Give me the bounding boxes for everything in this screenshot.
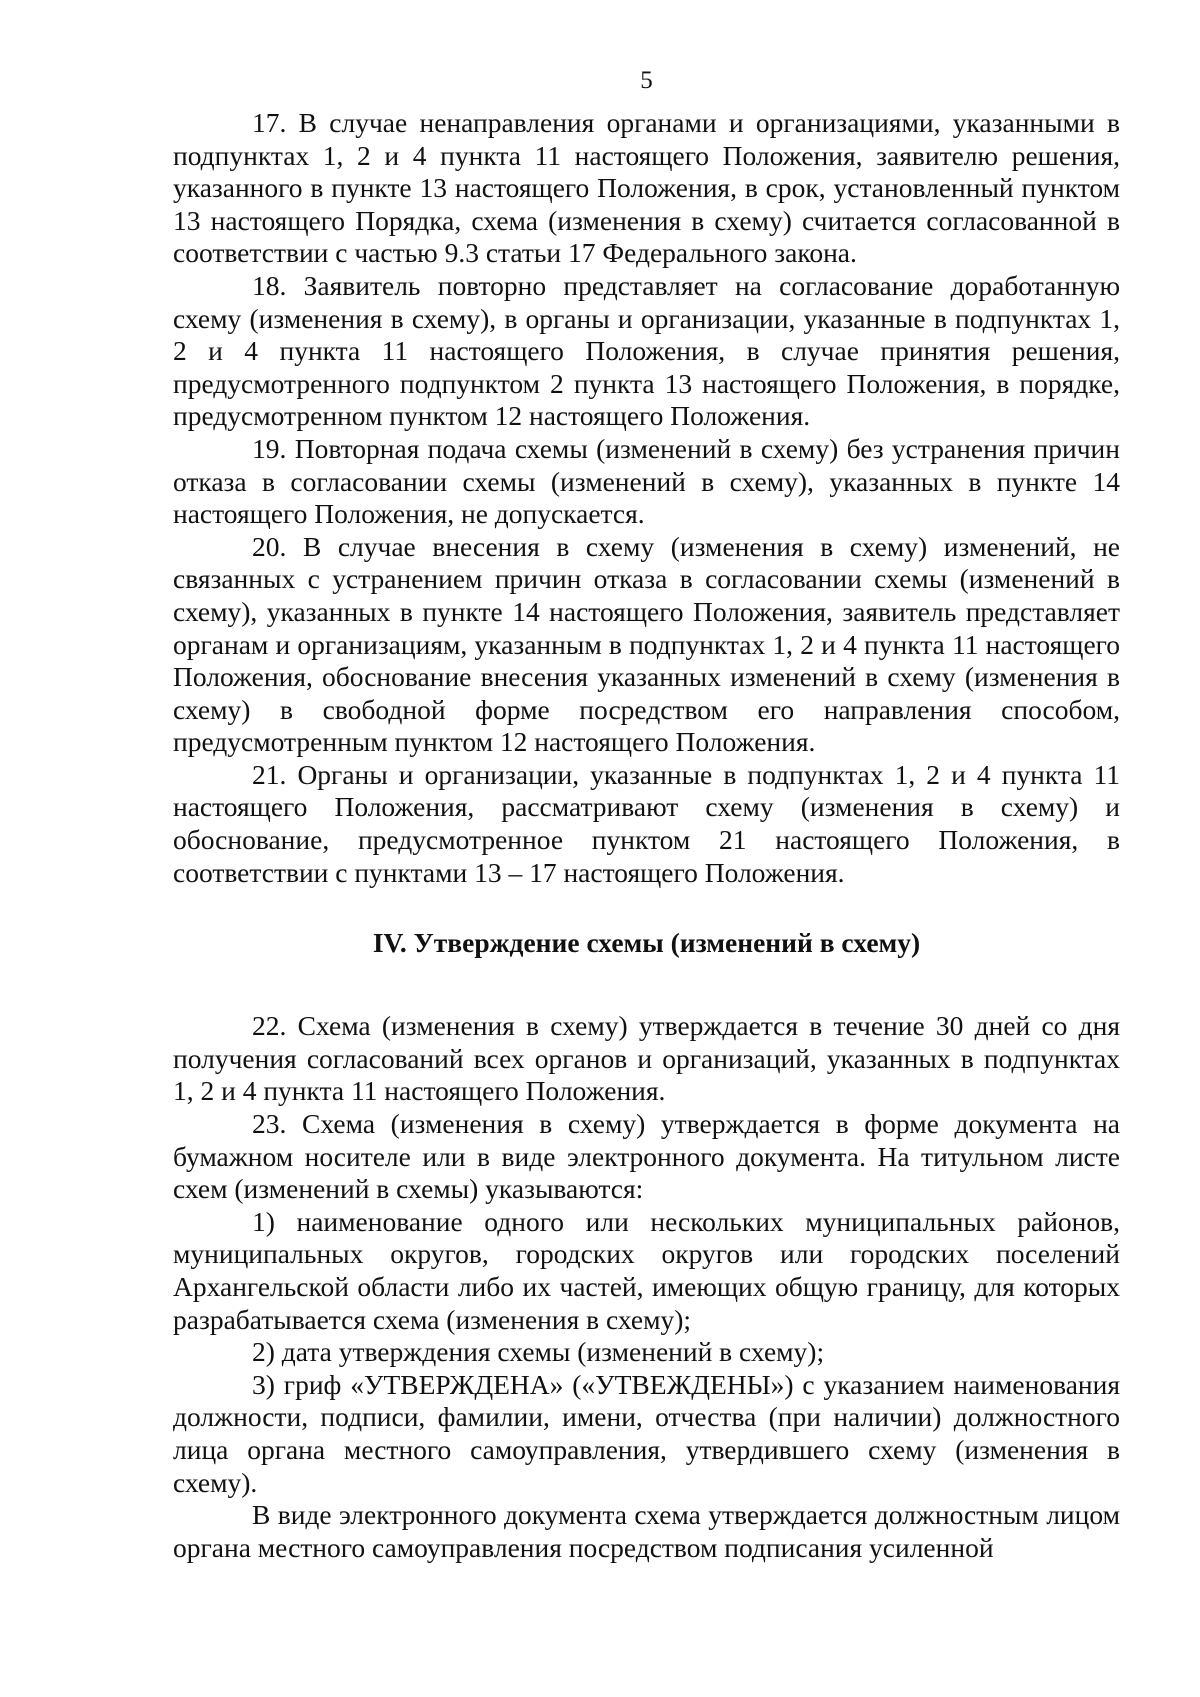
paragraph-20: 20. В случае внесения в схему (изменения в схему) изменений, не связанных с устранением причин отказа в согласовании схемы (изменений в схему), указанных в пункте 14 настоящего Положения, заявитель представляет органам и организациям, указанным в подпунктах 1, 2 и 4 пункта 11 настоящего Положения, обоснование внесения указанных изменений в схему (изменения в схему) в свободной форме посредством его направления способом, предусмотренным пунктом 12 настоящего Положения. bbox=[173, 530, 1120, 758]
paragraph-electronic-document: В виде электронного документа схема утверждается должностным лицом органа местного самоуправления посредством подписания усиленной bbox=[173, 1499, 1120, 1563]
page-number: 5 bbox=[640, 67, 653, 94]
paragraph-17: 17. В случае ненаправления органами и организациями, указанными в подпунктах 1, 2 и 4 пункта 11 настоящего Положения, заявителю решения, указанного в пункте 13 настоящего Положения, в срок, установленный пунктом 13 настоящего Порядка, схема (изменения в схему) считается согласованной в соответствии с частью 9.3 статьи 17 Федерального закона. bbox=[173, 107, 1120, 269]
list-item-3: 3) гриф «УТВЕРЖДЕНА» («УТВЕЖДЕНЫ») с указанием наименования должности, подписи, фамилии, имени, отчества (при наличии) должностного лица органа местного самоуправления, утвердившего схему (изменения в схему). bbox=[173, 1368, 1120, 1498]
paragraph-23: 23. Схема (изменения в схему) утверждается в форме документа на бумажном носителе или в виде электронного документа. На титульном листе схем (изменений в схемы) указываются: bbox=[173, 1108, 1120, 1205]
paragraph-21: 21. Органы и организации, указанные в подпунктах 1, 2 и 4 пункта 11 настоящего Положения, рассматривают схему (изменения в схему) и обоснование, предусмотренное пунктом 21 настоящего Положения, в соответствии с пунктами 13 – 17 настоящего Положения. bbox=[173, 758, 1120, 888]
paragraph-22: 22. Схема (изменения в схему) утверждается в течение 30 дней со дня получения согласований всех органов и организаций, указанных в подпунктах 1, 2 и 4 пункта 11 настоящего Положения. bbox=[173, 1010, 1120, 1107]
list-item-2: 2) дата утверждения схемы (изменений в схему); bbox=[252, 1336, 825, 1368]
paragraph-18: 18. Заявитель повторно представляет на согласование доработанную схему (изменения в схему), в органы и организации, указанные в подпунктах 1, 2 и 4 пункта 11 настоящего Положения, в случае принятия решения, предусмотренного подпунктом 2 пункта 13 настоящего Положения, в порядке, предусмотренном пунктом 12 настоящего Положения. bbox=[173, 269, 1120, 432]
paragraph-19: 19. Повторная подача схемы (изменений в схему) без устранения причин отказа в согласовании схемы (изменений в схему), указанных в пункте 14 настоящего Положения, не допускается. bbox=[173, 432, 1120, 530]
list-item-1: 1) наименование одного или нескольких муниципальных районов, муниципальных округов, городских округов или городских поселений Архангельской области либо их частей, имеющих общую границу, для которых разрабатывается схема (изменения в схему); bbox=[173, 1205, 1120, 1335]
section-heading: IV. Утверждение схемы (изменений в схему) bbox=[372, 927, 921, 959]
document-page bbox=[173, 65, 1120, 1564]
